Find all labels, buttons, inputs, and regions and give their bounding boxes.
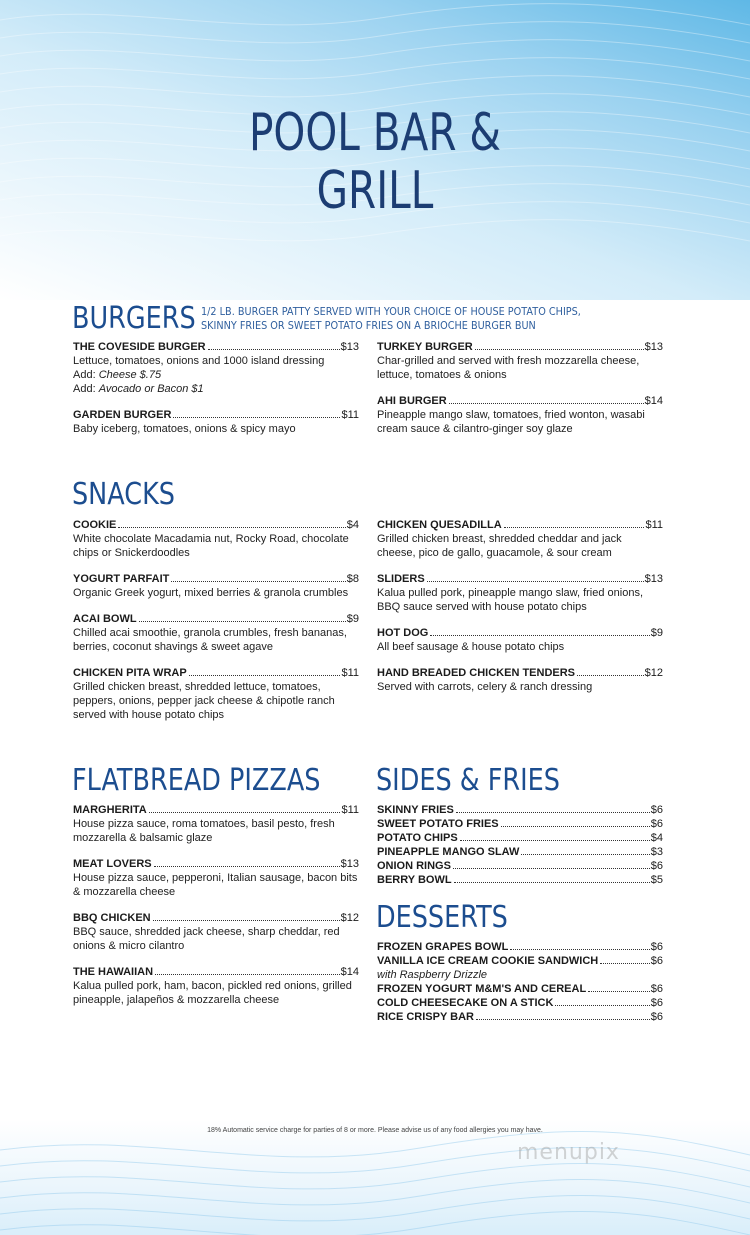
item-price: $13 xyxy=(644,573,663,585)
leader-dots xyxy=(504,527,645,528)
leader-dots xyxy=(475,349,644,350)
item-description: All beef sausage & house potato chips xyxy=(377,641,565,653)
leader-dots xyxy=(154,866,340,867)
item-name: MEAT LOVERS xyxy=(73,858,152,870)
sides-column xyxy=(377,803,663,887)
item-name: HOT DOG xyxy=(377,627,429,639)
item-name: PINEAPPLE MANGO SLAW xyxy=(377,846,520,858)
leader-dots xyxy=(453,868,650,869)
menu-item xyxy=(73,340,359,396)
menu-item xyxy=(377,340,663,382)
leader-dots xyxy=(173,417,340,418)
page-title xyxy=(83,104,668,220)
leader-dots xyxy=(600,963,650,964)
burgers-heading: BURGERS xyxy=(72,301,196,336)
menu-item xyxy=(377,831,663,845)
burgers-note-line2: SKINNY FRIES OR SWEET POTATO FRIES ON A BRIOCHE BURGER BUN xyxy=(201,319,536,332)
item-price: $6 xyxy=(650,804,663,816)
menu-item xyxy=(377,996,663,1010)
leader-dots xyxy=(460,840,650,841)
menu-item xyxy=(377,626,663,654)
item-price: $11 xyxy=(341,409,359,421)
page-title-line1: POOL BAR & xyxy=(248,103,502,163)
item-description: House pizza sauce, roma tomatoes, basil pesto, fresh mozzarella & balsamic glaze xyxy=(73,818,335,844)
item-price: $6 xyxy=(650,955,663,967)
leader-dots xyxy=(139,621,346,622)
snacks-left-column xyxy=(73,518,359,734)
item-name: VANILLA ICE CREAM COOKIE SANDWICH xyxy=(377,955,599,967)
leader-dots xyxy=(449,403,644,404)
item-name: FROZEN YOGURT M&M'S AND CEREAL xyxy=(377,983,587,995)
item-name: THE HAWAIIAN xyxy=(73,966,154,978)
menu-item xyxy=(377,845,663,859)
item-name: MARGHERITA xyxy=(73,804,147,816)
menu-item xyxy=(377,817,663,831)
burgers-note-line1: 1/2 LB. BURGER PATTY SERVED WITH YOUR CHOICE OF HOUSE POTATO CHIPS, xyxy=(201,305,581,318)
menu-item xyxy=(73,666,359,722)
item-description: Char-grilled and served with fresh mozzarella cheese, lettuce, tomatoes & onions xyxy=(377,355,640,381)
item-price: $6 xyxy=(650,1011,663,1023)
footer-wave-background xyxy=(0,1120,750,1235)
item-name: TURKEY BURGER xyxy=(377,341,473,353)
item-name: THE COVESIDE BURGER xyxy=(73,341,206,353)
item-addon: Add: Avocado or Bacon $1 xyxy=(73,383,204,395)
leader-dots xyxy=(588,991,650,992)
desserts-heading: DESSERTS xyxy=(376,900,508,935)
sides-heading: SIDES & FRIES xyxy=(376,763,560,798)
item-price: $6 xyxy=(650,941,663,953)
item-description: Pineapple mango slaw, tomatoes, fried wonton, wasabi cream sauce & cilantro-ginger soy glaze xyxy=(377,409,645,435)
item-description: Organic Greek yogurt, mixed berries & granola crumbles xyxy=(73,587,349,599)
item-price: $13 xyxy=(644,341,663,353)
menu-item xyxy=(377,1010,663,1024)
item-name: CHICKEN PITA WRAP xyxy=(73,667,187,679)
item-price: $4 xyxy=(346,519,359,531)
item-price: $9 xyxy=(650,627,663,639)
item-description: Grilled chicken breast, shredded cheddar and jack cheese, pico de gallo, guacamole, & sour cream xyxy=(377,533,622,559)
item-name: SLIDERS xyxy=(377,573,425,585)
menu-item xyxy=(73,965,359,1007)
leader-dots xyxy=(454,882,650,883)
item-price: $11 xyxy=(341,667,359,679)
item-price: $12 xyxy=(644,667,663,679)
item-name: HAND BREADED CHICKEN TENDERS xyxy=(377,667,576,679)
leader-dots xyxy=(476,1019,650,1020)
item-price: $13 xyxy=(340,341,359,353)
leader-dots xyxy=(208,349,340,350)
item-name: ACAI BOWL xyxy=(73,613,137,625)
item-name: SWEET POTATO FRIES xyxy=(377,818,499,830)
item-price: $6 xyxy=(650,983,663,995)
item-name: SKINNY FRIES xyxy=(377,804,454,816)
item-name: BERRY BOWL xyxy=(377,874,452,886)
item-price: $13 xyxy=(340,858,359,870)
item-price: $3 xyxy=(650,846,663,858)
item-description: Grilled chicken breast, shredded lettuce, tomatoes, peppers, onions, pepper jack cheese & chipotle ranch served with house potato chips xyxy=(73,681,335,721)
item-name: CHICKEN QUESADILLA xyxy=(377,519,502,531)
menu-item xyxy=(377,859,663,873)
item-price: $6 xyxy=(650,997,663,1009)
item-description: Baby iceberg, tomatoes, onions & spicy mayo xyxy=(73,423,296,435)
leader-dots xyxy=(521,854,649,855)
item-price: $14 xyxy=(340,966,359,978)
menu-item xyxy=(377,394,663,436)
menu-item xyxy=(73,572,359,600)
item-description: Chilled acai smoothie, granola crumbles, fresh bananas, berries, coconut shavings & sweet agave xyxy=(73,627,347,653)
burgers-left-column xyxy=(73,340,359,448)
leader-dots xyxy=(427,581,644,582)
snacks-right-column xyxy=(377,518,663,706)
page-title-line2: GRILL xyxy=(316,161,434,221)
item-price: $9 xyxy=(346,613,359,625)
leader-dots xyxy=(171,581,345,582)
item-name: RICE CRISPY BAR xyxy=(377,1011,474,1023)
item-name: COLD CHEESECAKE ON A STICK xyxy=(377,997,554,1009)
menu-item xyxy=(73,857,359,899)
snacks-heading: SNACKS xyxy=(72,477,175,512)
item-price: $14 xyxy=(644,395,663,407)
item-description: Lettuce, tomatoes, onions and 1000 island dressing xyxy=(73,355,325,367)
menu-item xyxy=(377,666,663,694)
flatbread-column xyxy=(73,803,359,1019)
leader-dots xyxy=(155,974,340,975)
item-price: $12 xyxy=(340,912,359,924)
menu-item xyxy=(377,518,663,560)
item-description: Kalua pulled pork, pineapple mango slaw, fried onions, BBQ sauce served with house potato chips xyxy=(377,587,644,613)
menu-item xyxy=(73,408,359,436)
menu-item xyxy=(73,911,359,953)
item-price: $4 xyxy=(650,832,663,844)
item-price: $5 xyxy=(650,874,663,886)
leader-dots xyxy=(149,812,341,813)
item-description: House pizza sauce, pepperoni, Italian sausage, bacon bits & mozzarella cheese xyxy=(73,872,358,898)
footer-disclaimer: 18% Automatic service charge for parties of 8 or more. Please advise us of any food allergies you may have. xyxy=(207,1127,543,1134)
item-price: $8 xyxy=(346,573,359,585)
item-name: GARDEN BURGER xyxy=(73,409,172,421)
leader-dots xyxy=(189,675,341,676)
leader-dots xyxy=(456,812,650,813)
item-name: YOGURT PARFAIT xyxy=(73,573,170,585)
item-note: with Raspberry Drizzle xyxy=(377,969,488,981)
leader-dots xyxy=(577,675,644,676)
menu-item xyxy=(73,612,359,654)
desserts-column xyxy=(377,940,663,1024)
item-name: POTATO CHIPS xyxy=(377,832,458,844)
item-name: BBQ CHICKEN xyxy=(73,912,151,924)
burgers-right-column xyxy=(377,340,663,448)
leader-dots xyxy=(153,920,340,921)
menu-item xyxy=(73,518,359,560)
menu-item xyxy=(377,940,663,954)
leader-dots xyxy=(430,635,649,636)
leader-dots xyxy=(510,949,649,950)
item-description: White chocolate Macadamia nut, Rocky Road, chocolate chips or Snickerdoodles xyxy=(73,533,349,559)
item-price: $11 xyxy=(341,804,359,816)
item-name: ONION RINGS xyxy=(377,860,451,872)
menu-item xyxy=(377,803,663,817)
leader-dots xyxy=(118,527,345,528)
leader-dots xyxy=(555,1005,649,1006)
menu-item xyxy=(73,803,359,845)
menu-item xyxy=(377,982,663,996)
item-name: FROZEN GRAPES BOWL xyxy=(377,941,509,953)
item-price: $11 xyxy=(645,519,663,531)
menu-item xyxy=(377,572,663,614)
item-price: $6 xyxy=(650,860,663,872)
watermark-logo: menupix xyxy=(517,1140,620,1165)
item-addon: Add: Cheese $.75 xyxy=(73,369,162,381)
item-name: AHI BURGER xyxy=(377,395,447,407)
item-description: Kalua pulled pork, ham, bacon, pickled red onions, grilled pineapple, jalapeños & mozzarella cheese xyxy=(73,980,352,1006)
leader-dots xyxy=(501,826,650,827)
item-description: BBQ sauce, shredded jack cheese, sharp cheddar, red onions & micro cilantro xyxy=(73,926,340,952)
item-description: Served with carrots, celery & ranch dressing xyxy=(377,681,593,693)
item-name: COOKIE xyxy=(73,519,117,531)
menu-item xyxy=(377,873,663,887)
burgers-note xyxy=(201,305,581,333)
item-price: $6 xyxy=(650,818,663,830)
flatbread-heading: FLATBREAD PIZZAS xyxy=(72,763,321,798)
menu-item xyxy=(377,954,663,982)
